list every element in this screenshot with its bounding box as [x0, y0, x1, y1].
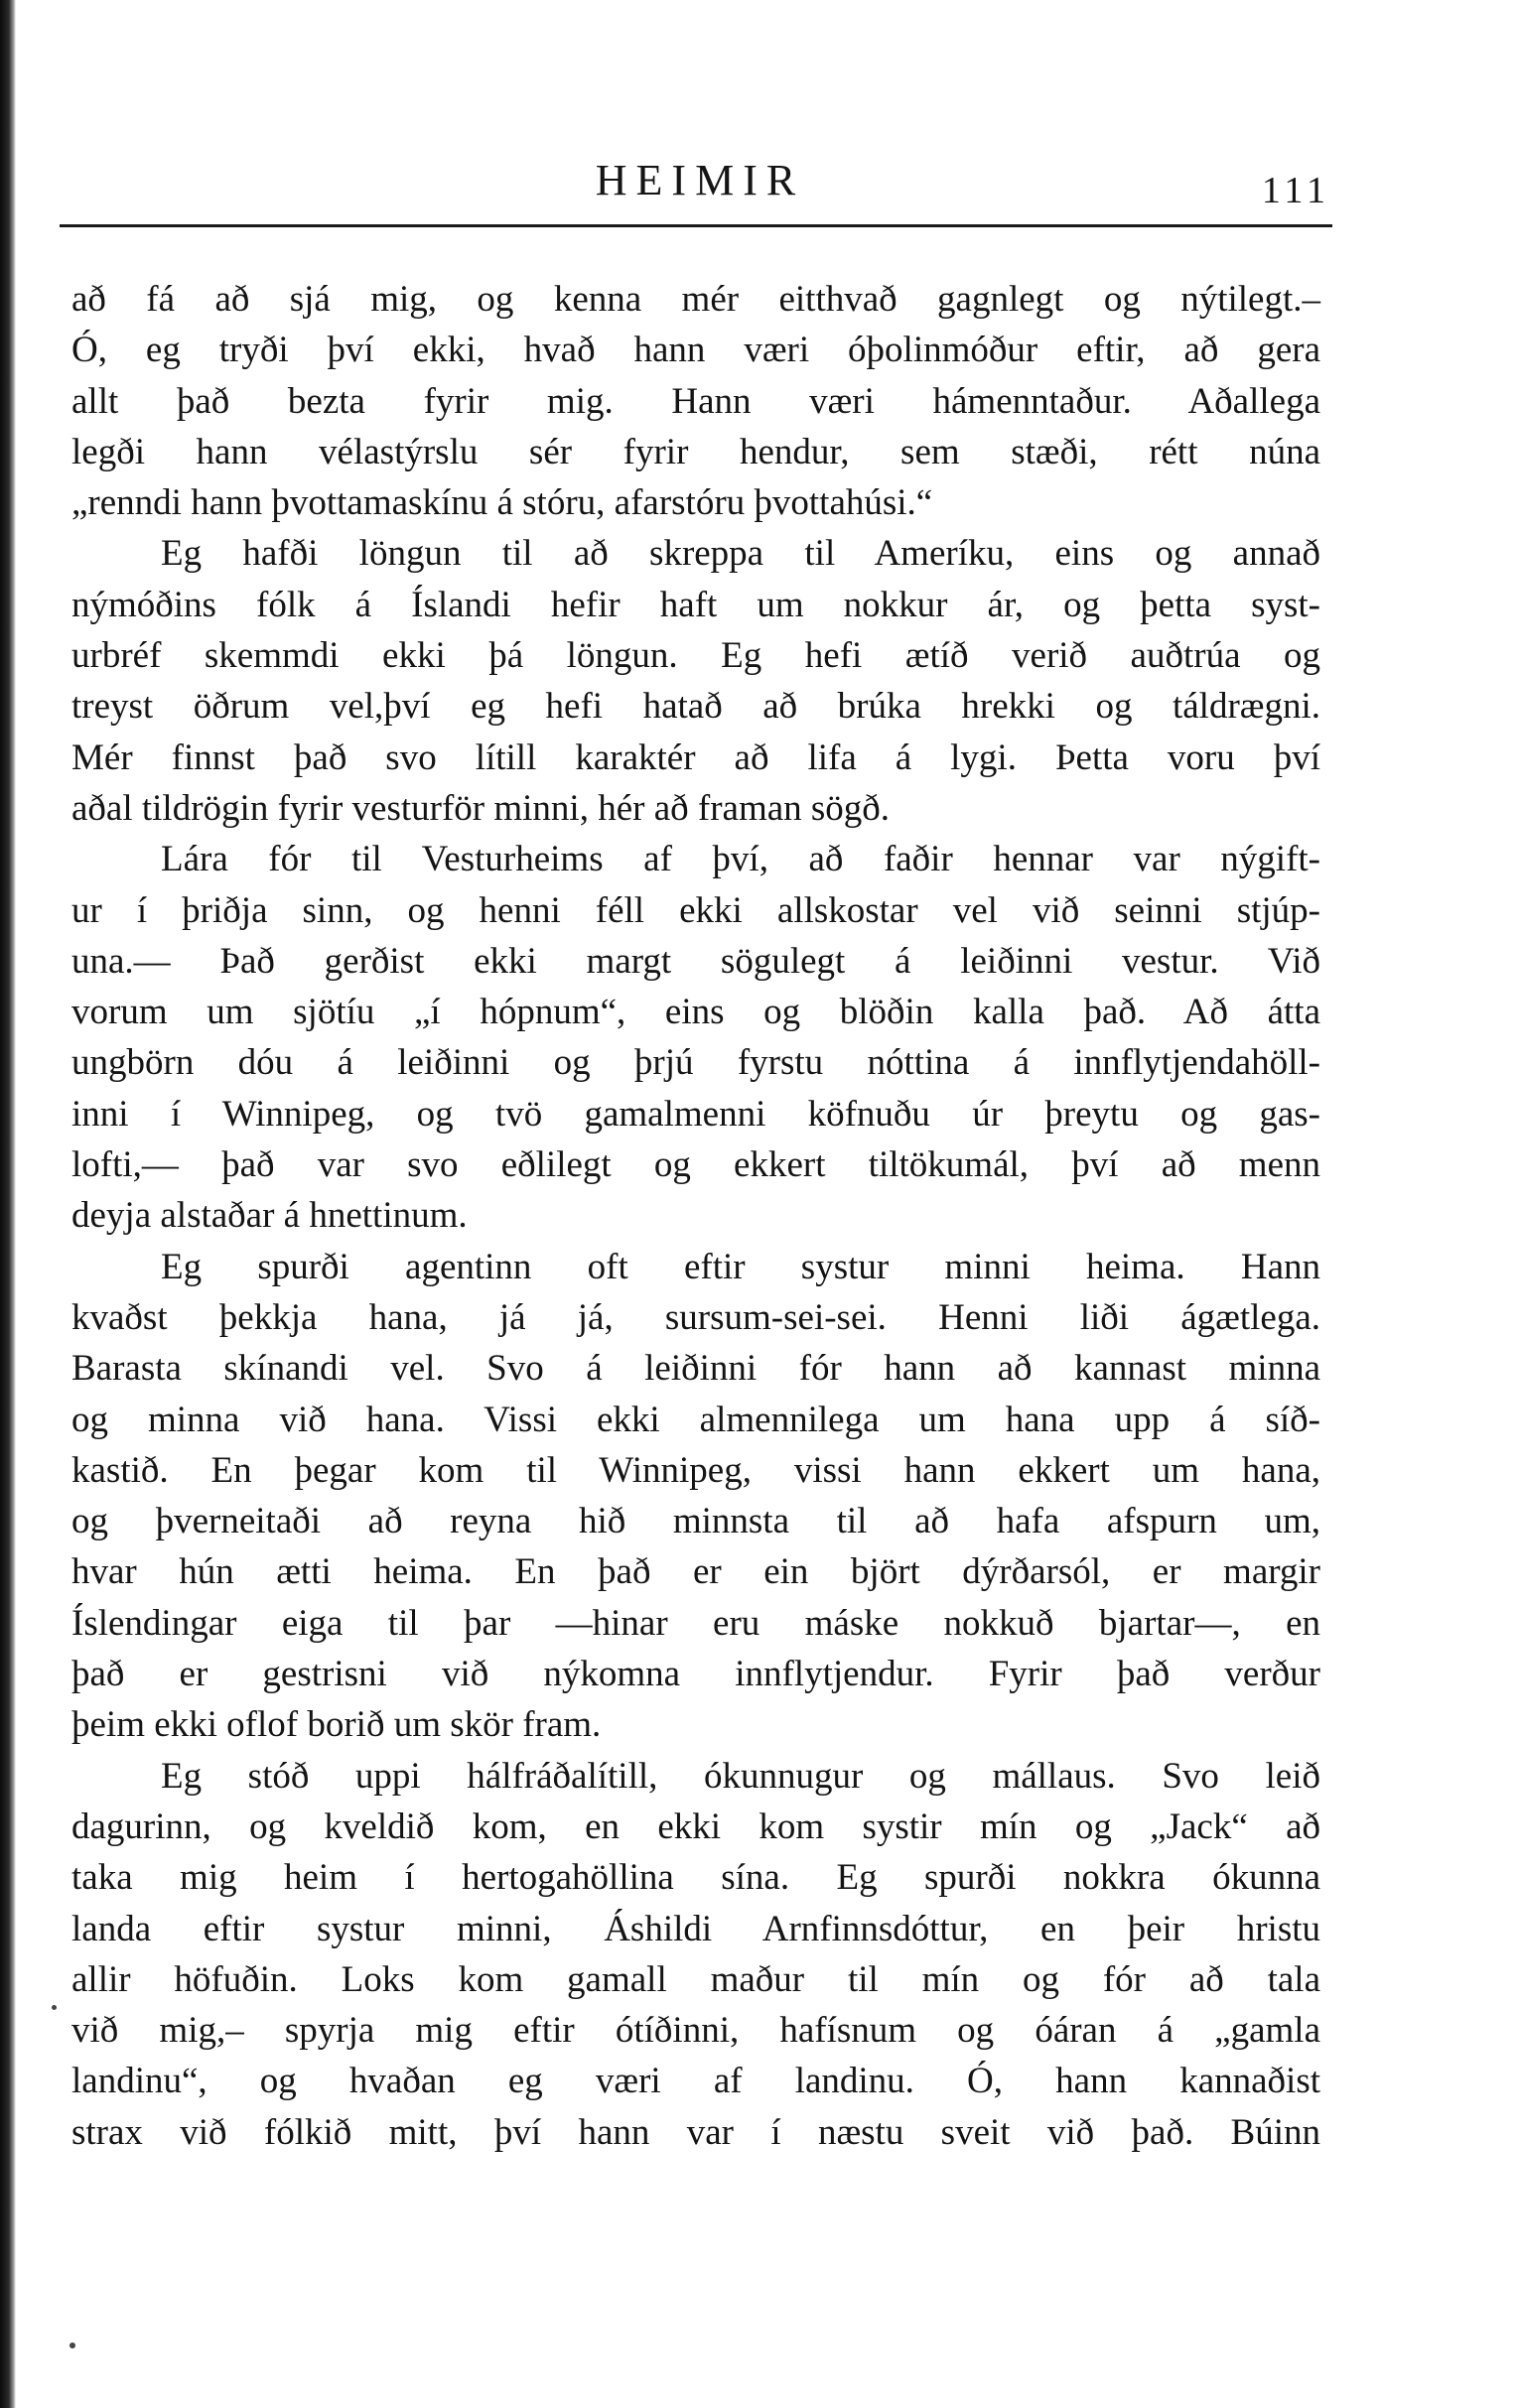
text-line: legði hann vélastýrslu sér fyrir hendur, sem stæði, rétt núna [71, 431, 1320, 472]
running-title: HEIMIR [595, 156, 805, 204]
header-rule [60, 224, 1332, 227]
text-line: allt það bezta fyrir mig. Hann væri hámenntaður. Aðallega [71, 380, 1320, 422]
body-text [71, 274, 1320, 2158]
text-line: og minna við hana. Vissi ekki almennilega um hana upp á síð- [71, 1399, 1320, 1440]
text-line: ur í þriðja sinn, og henni féll ekki allskostar vel við seinni stjúp- [71, 889, 1320, 931]
text-line: Ó, eg tryði því ekki, hvað hann væri óþolinmóður eftir, að gera [71, 330, 1320, 371]
text-line: landinu“, og hvaðan eg væri af landinu. Ó, hann kannaðist [71, 2061, 1320, 2102]
text-line: Eg hafði löngun til að skreppa til Ameríku, eins og annað [161, 533, 1320, 575]
page-header [69, 151, 1330, 220]
text-line: inni í Winnipeg, og tvö gamalmenni köfnuðu úr þreytu og gas- [71, 1093, 1320, 1135]
text-line: landa eftir systur minni, Áshildi Arnfinnsdóttur, en þeir hristu [71, 1908, 1320, 1949]
text-line: „renndi hann þvottamaskínu á stóru, afarstóru þvottahúsi.“ [71, 482, 933, 524]
text-line: Íslendingar eiga til þar —hinar eru máske nokkuð bjartar—, en [71, 1602, 1320, 1644]
text-line: deyja alstaðar á hnettinum. [71, 1195, 468, 1237]
text-line: aðal tildrögin fyrir vesturför minni, hér að framan sögð. [71, 787, 891, 829]
text-line: nýmóðins fólk á Íslandi hefir haft um nokkur ár, og þetta syst- [71, 584, 1320, 625]
text-line: Mér finnst það svo lítill karaktér að lifa á lygi. Þetta voru því [71, 736, 1320, 778]
text-line: dagurinn, og kveldið kom, en ekki kom systir mín og „Jack“ að [71, 1806, 1320, 1847]
text-line: hvar hún ætti heima. En það er ein björt dýrðarsól, er margir [71, 1551, 1320, 1593]
text-line: vorum um sjötíu „í hópnum“, eins og blöðin kalla það. Að átta [71, 992, 1320, 1033]
text-line: og þverneitaði að reyna hið minnsta til að hafa afspurn um, [71, 1501, 1320, 1542]
text-line: lofti,— það var svo eðlilegt og ekkert tiltökumál, því að menn [71, 1144, 1320, 1186]
text-line: treyst öðrum vel,því eg hefi hatað að brúka hrekki og táldrægni. [71, 686, 1320, 728]
text-line: strax við fólkið mitt, því hann var í næstu sveit við það. Búinn [71, 2111, 1320, 2153]
text-line: Barasta skínandi vel. Svo á leiðinni fór hann að kannast minna [71, 1348, 1320, 1390]
text-line: allir höfuðin. Loks kom gamall maður til mín og fór að tala [71, 1958, 1320, 2000]
page-speck [69, 2342, 75, 2348]
text-line: kastið. En þegar kom til Winnipeg, vissi hann ekkert um hana, [71, 1449, 1320, 1491]
page-number: 111 [1261, 170, 1330, 211]
text-line: urbréf skemmdi ekki þá löngun. Eg hefi ætíð verið auðtrúa og [71, 635, 1320, 677]
text-line: það er gestrisni við nýkomna innflytjendur. Fyrir það verður [71, 1654, 1320, 1695]
text-line: Lára fór til Vesturheims af því, að faðir hennar var nýgift- [161, 839, 1320, 880]
text-line: þeim ekki oflof borið um skör fram. [71, 1704, 602, 1746]
text-line: una.— Það gerðist ekki margt sögulegt á leiðinni vestur. Við [71, 940, 1320, 982]
book-spine-shadow [0, 0, 16, 2408]
text-line: við mig,– spyrja mig eftir ótíðinni, hafísnum og óáran á „gamla [71, 2010, 1320, 2052]
page-speck [52, 2005, 57, 2010]
text-line: að fá að sjá mig, og kenna mér eitthvað gagnlegt og nýtilegt.– [71, 279, 1320, 320]
text-line: ungbörn dóu á leiðinni og þrjú fyrstu nóttina á innflytjendahöll- [71, 1042, 1320, 1084]
text-line: kvaðst þekkja hana, já já, sursum-sei-sei. Henni liði ágætlega. [71, 1296, 1320, 1338]
text-line: taka mig heim í hertogahöllina sína. Eg spurði nokkra ókunna [71, 1857, 1320, 1899]
text-line: Eg stóð uppi hálfráðalítill, ókunnugur og mállaus. Svo leið [161, 1755, 1320, 1797]
text-line: Eg spurði agentinn oft eftir systur minni heima. Hann [161, 1246, 1320, 1287]
